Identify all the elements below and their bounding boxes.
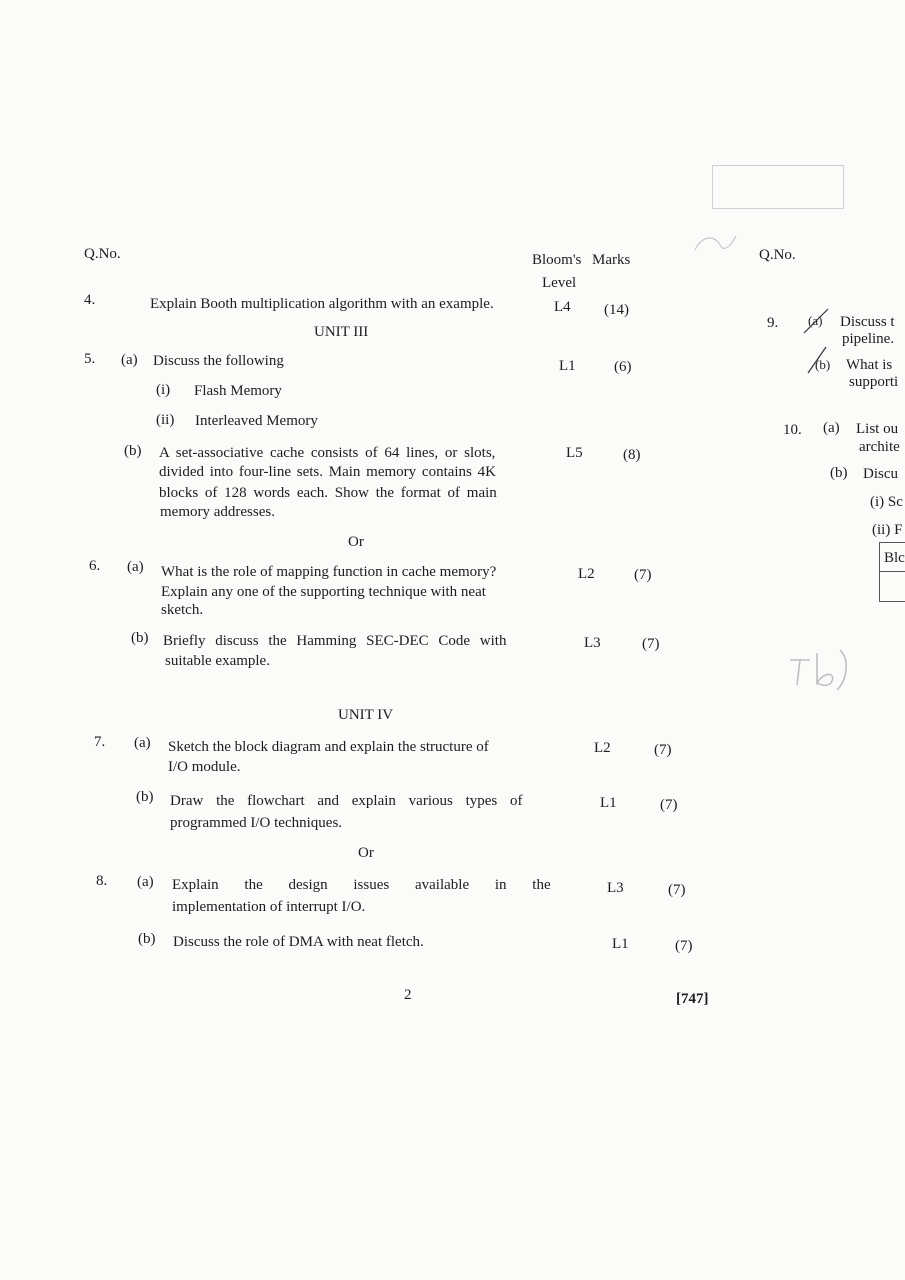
q5-i-text: Flash Memory bbox=[194, 383, 282, 399]
q6-number: 6. bbox=[89, 558, 101, 574]
paper-code: [747] bbox=[676, 991, 709, 1007]
q5b-level: L5 bbox=[566, 445, 583, 461]
q9-number: 9. bbox=[767, 315, 779, 331]
level-header: Level bbox=[542, 275, 577, 291]
q6b-label: (b) bbox=[131, 630, 149, 646]
q7-number: 7. bbox=[94, 734, 106, 750]
q5-i-label: (i) bbox=[156, 382, 171, 398]
q8b-label: (b) bbox=[138, 931, 156, 947]
q5-ii-text: Interleaved Memory bbox=[195, 413, 318, 429]
q8a-marks: (7) bbox=[668, 882, 686, 898]
blooms-header: Bloom's bbox=[532, 252, 582, 268]
q9b-label: (b) bbox=[815, 357, 831, 372]
q8b-text: Discuss the role of DMA with neat fletch. bbox=[173, 934, 424, 950]
q5a-level: L1 bbox=[559, 358, 576, 374]
handwritten-scribble bbox=[690, 230, 740, 260]
q5b-line-1: A set-associative cache consists of 64 lines, or slots, bbox=[159, 445, 496, 461]
q9a-text: Discuss t bbox=[840, 314, 895, 330]
next-page-fragment bbox=[750, 0, 905, 1280]
q6b-marks: (7) bbox=[642, 636, 660, 652]
q7a-level: L2 bbox=[594, 740, 611, 756]
qno-header: Q.No. bbox=[84, 246, 121, 262]
q9a-label: (a) bbox=[808, 313, 823, 328]
q5b-label: (b) bbox=[124, 443, 142, 459]
q6a-label: (a) bbox=[127, 559, 144, 575]
next-qno-header: Q.No. bbox=[759, 247, 796, 263]
or-divider-1: Or bbox=[348, 534, 364, 550]
table-divider bbox=[879, 571, 905, 572]
q7b-label: (b) bbox=[136, 789, 154, 805]
q7a-marks: (7) bbox=[654, 742, 672, 758]
q9a-text-2: pipeline. bbox=[842, 331, 895, 347]
q7a-label: (a) bbox=[134, 735, 151, 751]
q10-number: 10. bbox=[783, 422, 802, 438]
q7a-line-1: Sketch the block diagram and explain the structure of bbox=[168, 739, 489, 755]
page-number: 2 bbox=[404, 987, 412, 1003]
q6a-line-2: Explain any one of the supporting technique with neat bbox=[161, 584, 486, 600]
or-divider-2: Or bbox=[358, 845, 374, 861]
q5a-label: (a) bbox=[121, 352, 138, 368]
q6b-level: L3 bbox=[584, 635, 601, 651]
q5-number: 5. bbox=[84, 351, 96, 367]
q10a-text-2: archite bbox=[859, 439, 900, 455]
q9b-text-2: supporti bbox=[849, 374, 899, 390]
q7b-level: L1 bbox=[600, 795, 617, 811]
q6b-line-1: Briefly discuss the Hamming SEC-DEC Code with bbox=[163, 633, 507, 649]
unit-iv-heading: UNIT IV bbox=[338, 707, 394, 723]
q10b-ii: (ii) F bbox=[872, 522, 903, 538]
q8b-level: L1 bbox=[612, 936, 629, 952]
q6a-level: L2 bbox=[578, 566, 595, 582]
strike-mark-q9 bbox=[802, 305, 832, 375]
q6a-line-1: What is the role of mapping function in cache memory? bbox=[161, 564, 497, 580]
q5-ii-label: (ii) bbox=[156, 412, 175, 428]
unit-iii-heading: UNIT III bbox=[314, 324, 369, 340]
q8b-marks: (7) bbox=[675, 938, 693, 954]
q5a-marks: (6) bbox=[614, 359, 632, 375]
q8a-label: (a) bbox=[137, 874, 154, 890]
q7b-line-2: programmed I/O techniques. bbox=[170, 815, 343, 831]
q10b-label: (b) bbox=[830, 465, 848, 481]
q5b-line-2: divided into four-line sets. Main memory contains 4K bbox=[159, 464, 496, 480]
q7b-marks: (7) bbox=[660, 797, 678, 813]
q10b-i: (i) Sc bbox=[870, 494, 903, 510]
q7a-line-2: I/O module. bbox=[168, 759, 241, 775]
q8a-line-1: Explain the design issues available in the bbox=[172, 877, 551, 893]
q5b-line-3: blocks of 128 words each. Show the format of main bbox=[159, 485, 497, 501]
q6a-line-3: sketch. bbox=[161, 602, 204, 618]
q4-marks: (14) bbox=[604, 302, 629, 318]
q10a-text: List ou bbox=[856, 421, 899, 437]
q9b-text: What is bbox=[846, 357, 893, 373]
q6a-marks: (7) bbox=[634, 567, 652, 583]
q7b-line-1: Draw the flowchart and explain various types of bbox=[170, 793, 523, 809]
q10b-text: Discu bbox=[863, 466, 898, 482]
q8a-level: L3 bbox=[607, 880, 624, 896]
q4-number: 4. bbox=[84, 292, 96, 308]
q5b-line-4: memory addresses. bbox=[160, 504, 275, 520]
q4-level: L4 bbox=[554, 299, 571, 315]
q10a-label: (a) bbox=[823, 420, 840, 436]
q4-text: Explain Booth multiplication algorithm with an example. bbox=[150, 296, 494, 312]
q5b-marks: (8) bbox=[623, 447, 641, 463]
q5a-text: Discuss the following bbox=[153, 353, 284, 369]
q8a-line-2: implementation of interrupt I/O. bbox=[172, 899, 366, 915]
marks-header: Marks bbox=[592, 252, 631, 268]
table-cell-text: Blc bbox=[884, 550, 905, 566]
q6b-line-2: suitable example. bbox=[165, 653, 270, 669]
q8-number: 8. bbox=[96, 873, 108, 889]
